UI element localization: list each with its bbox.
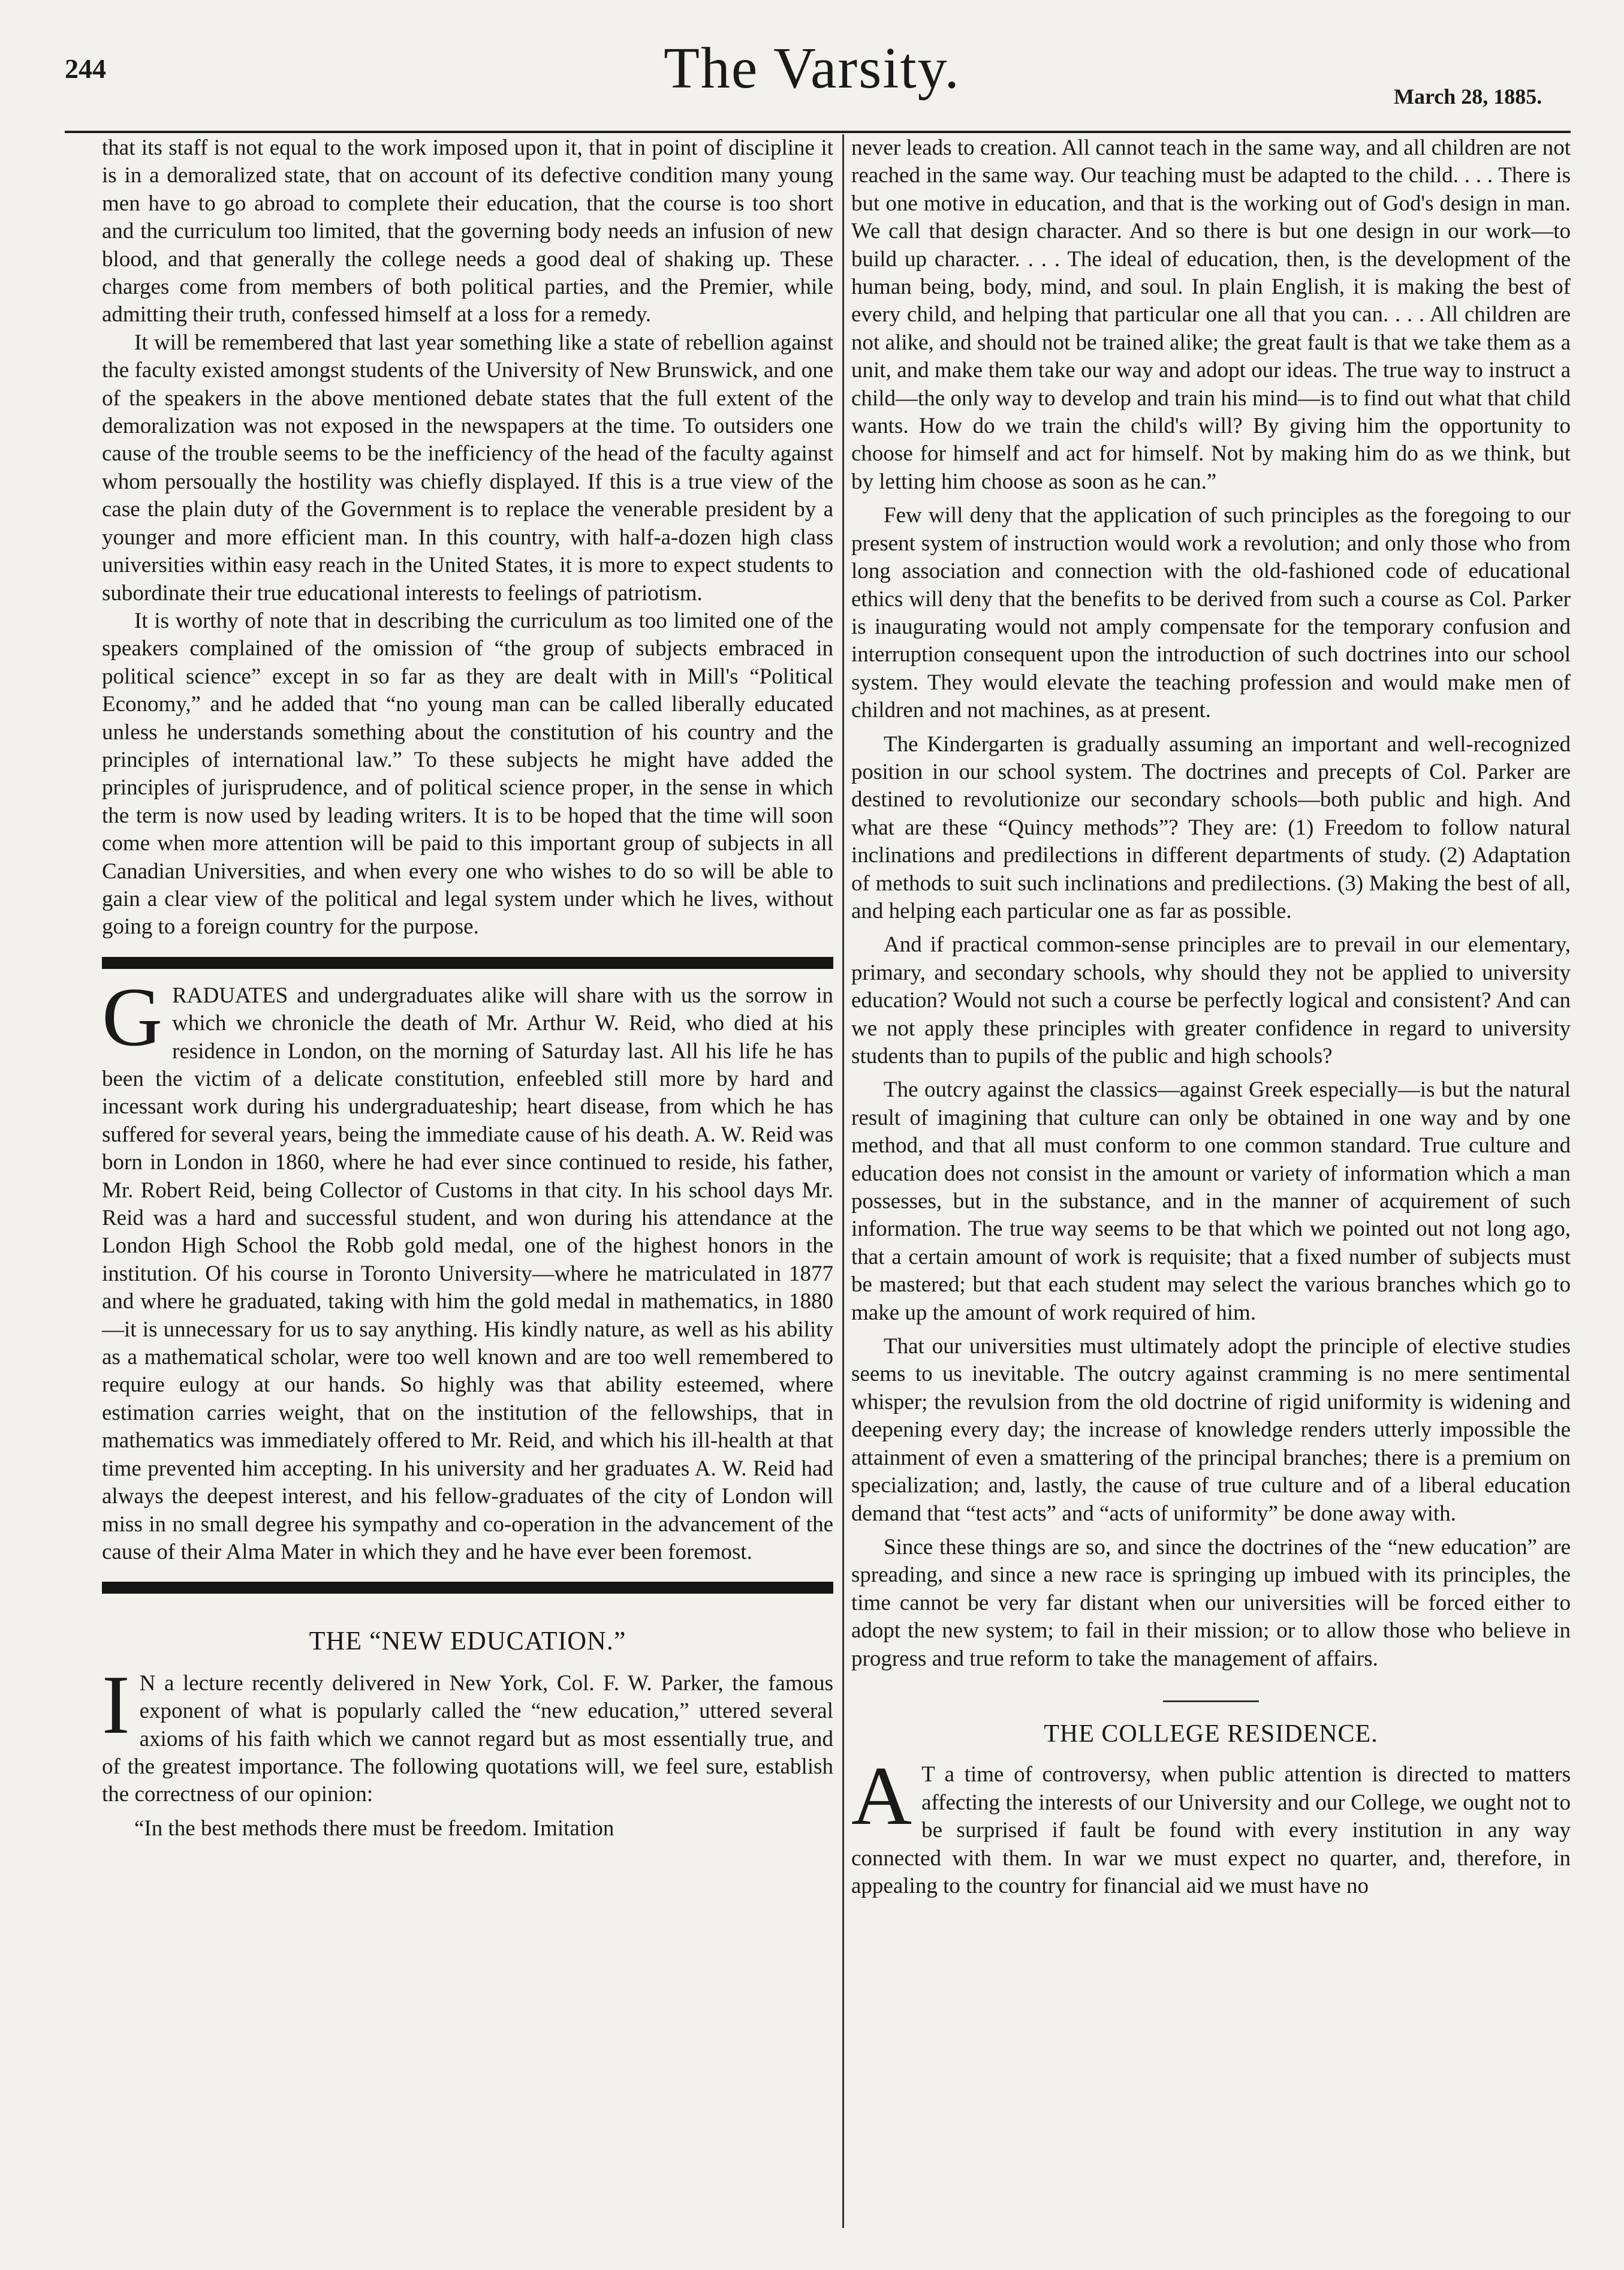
issue-date: March 28, 1885. <box>1394 85 1542 109</box>
obituary-text: RADUATES and undergraduates alike will share with us the sorrow in which we chronicle the death of Mr. Arthur W. Reid, who died at his residence in London, on the morning of Saturday last. All his life he has been the victim of a delicate constitution, enfeebled still more by hard and incessant work during his undergraduateship; heart disease, from which he has suffered for several years, being the immediate cause of his death. A. W. Reid was born in London in 1860, where he had ever since continued to reside, his father, Mr. Robert Reid, being Collector of Customs in that city. In his school days Mr. Reid was a hard and successful student, and won during his attendance at the London High School the Robb gold medal, one of the highest honors in the institution. Of his course in Toronto University—where he matriculated in 1877 and where he graduated, taking with him the gold medal in mathematics, in 1880—it is unnecessary for us to say anything. His kindly nature, as well as his ability as a mathematical scholar, were too well known and are too well remembered to require eulogy at our hands. So highly was that ability esteemed, where estimation carries weight, that on the institution of the fellowships, that in mathematics was immediately offered to Mr. Reid, and which his ill-health at that time prevented him accepting. In his university and her graduates A. W. Reid had always the deepest interest, and his fellow-graduates of the city of London will miss in no small degree his sympathy and co-operation in the advancement of the cause of their Alma Mater in which they and he have ever been foremost. <box>102 983 833 1564</box>
editorial-paragraph-1: that its staff is not equal to the work imposed upon it, that in point of discipline it is in a demoralized state, that on account of its defective condition many young men have to go abroad to complete their education, that the course is too short and the curriculum too limited, that the governing body needs an infusion of new blood, and that generally the college needs a good deal of shaking up. These charges come from members of both political parties, and the Premier, while admitting their truth, confessed himself at a loss for a remedy. <box>102 136 833 327</box>
new-education-paragraph-6: That our universities must ultimately adopt the principle of elective studies seems to us inevitable. The outcry against cramming is no mere sentimental whisper; the revulsion from the old doctrine of rigid uniformity is widening and deepening every day; the increase of knowledge renders utterly impossible the attainment of even a smattering of the principal branches; there is a premium on specialization; and, lastly, the cause of true culture and of a liberal education demand that “test acts” and “acts of uniformity” be done away with. <box>851 1334 1571 1526</box>
column-divider <box>842 134 844 2228</box>
left-column <box>102 134 833 1843</box>
header-rule <box>65 131 1571 133</box>
section-rule <box>102 1582 833 1594</box>
new-education-intro <box>102 1658 833 1809</box>
new-education-paragraph-4: And if practical common-sense principles are to prevail in our elementary, primary, and secondary schools, why should they not be applied to university education? Would not such a course be perfectly logical and consistent? And can we not apply these principles with greater confidence in regard to university students than to pupils of the public and high schools? <box>851 932 1571 1068</box>
article-heading-new-education: THE “NEW EDUCATION.” <box>309 1626 626 1656</box>
editorial-paragraph-2: It will be remembered that last year something like a state of rebellion against the faculty existed amongst students of the University of New Brunswick, and one of the speakers in the above mentioned debate states that the full extent of the demoralization was not exposed in the newspapers at the time. To outsiders one cause of the trouble seems to be the inefficiency of the head of the faculty against whom persoually the hostility was chiefly displayed. If this is a true view of the case the plain duty of the Government is to replace the venerable president by a younger and more efficient man. In this country, with half-a-dozen high class universities within easy reach in the United States, it is more to expect students to subordinate their true educational interests to feelings of patriotism. <box>102 330 833 606</box>
new-education-paragraph-2: Few will deny that the application of such principles as the foregoing to our present system of instruction would work a revolution; and only those who from long association and connection with the old-fashioned code of educational ethics will deny that the benefits to be derived from such a course as Col. Parker is inaugurating would not amply compensate for the temporary confusion and interruption consequent upon the introduction of such doctrines into our school system. They would elevate the teaching profession and would make men of children and not machines, as at present. <box>851 503 1571 723</box>
masthead-title: The Varsity. <box>664 36 960 101</box>
page-number: 244 <box>65 53 106 84</box>
article-heading-college-residence: THE COLLEGE RESIDENCE. <box>1044 1720 1378 1748</box>
quotation-continued: never leads to creation. All cannot teach in the same way, and all children are not reached in the same way. Our teaching must be adapted to the child. . . . There is but one motive in education, and that is the working out of God's design in man. We call that design character. And so there is but one design in our work—to build up character. . . . The ideal of education, then, is the development of the human being, body, mind, and soul. In plain English, it is making the best of every child, and helping that particular one all that you can. . . . All children are not alike, and should not be trained alike; the great fault is that we take them as a unit, and make them take our way and adopt our ideas. The true way to instruct a child—the only way to develop and train his mind—is to find out what that child wants. How do we train the child's will? By giving him the opportunity to choose for himself and act for himself. Not by making him do as we think, but by letting him choose as soon as he can.” <box>851 136 1571 494</box>
obituary-reid <box>102 970 833 1567</box>
college-residence-intro <box>851 1750 1571 1900</box>
drop-cap: I <box>102 1658 130 1751</box>
new-education-paragraph-5: The outcry against the classics—against Greek especially—is but the natural result of imagining that culture can only be obtained in one way and by one method, and that all must conform to one common standard. True culture and education does not consist in the amount or variety of information which a man possesses, but in the substance, and in the manner of acquirement of such information. The true way seems to be that which we pointed out not long ago, that a certain amount of work is requisite; that a fixed number of subjects must be mastered; but that each student may select the various branches which go to make up the amount of work required of him. <box>851 1077 1571 1325</box>
new-education-text: N a lecture recently delivered in New York, Col. F. W. Parker, the famous exponent of what is popularly called the “new education,” uttered several axioms of his faith which we cannot regard but as most essentially true, and of the greatest importance. The following quotations will, we feel sure, establish the correctness of our opinion: <box>102 1670 833 1807</box>
editorial-paragraph-3: It is worthy of note that in describing the curriculum as too limited one of the speakers complained of the omission of “the group of subjects embraced in political science” except in so far as they are dealt with in Mill's “Political Economy,” and he added that “no young man can be called liberally educated unless he understands something about the constitution of his country and the principles of international law.” To these subjects he might have added the principles of jurisprudence, and of political science proper, in the sense in which the term is now used by leading writers. It is to be hoped that the time will soon come when more attention will be paid to this important group of subjects in all Canadian Universities, and when every one who wishes to do so will be able to gain a clear view of the political and legal system under which he lives, without going to a foreign country for the purpose. <box>102 608 833 940</box>
drop-cap: G <box>102 970 163 1064</box>
section-rule <box>102 957 833 969</box>
new-education-paragraph-7: Since these things are so, and since the doctrines of the “new education” are spreading, and since a new race is springing up imbued with its principles, the time cannot be very far distant when our universities will be forced either to adopt the new system; to fail in their mission; or to allow those who believe in progress and true reform to take the management of affairs. <box>851 1534 1571 1671</box>
new-education-paragraph-3: The Kindergarten is gradually assuming an important and well-recognized position in our school system. The doctrines and precepts of Col. Parker are destined to revolutionize our secondary schools—both public and high. And what are these “Quincy methods”? They are: (1) Freedom to follow natural inclinations and predilections in different departments of study. (2) Adaptation of methods to suit such inclinations and predilections. (3) Making the best of all, and helping each particular one as far as possible. <box>851 731 1571 923</box>
drop-cap: A <box>851 1750 912 1843</box>
short-rule <box>1163 1700 1259 1702</box>
college-residence-text: T a time of controversy, when public attention is directed to matters affecting the interests of our University and our College, we ought not to be surprised if fault be found with every institution in any way connected with them. In war we must expect no quarter, and, therefore, in appealing to the country for financial aid we must have no <box>851 1762 1571 1898</box>
right-column <box>851 134 1571 1900</box>
quotation-start: “In the best methods there must be freedom. Imitation <box>134 1816 614 1841</box>
